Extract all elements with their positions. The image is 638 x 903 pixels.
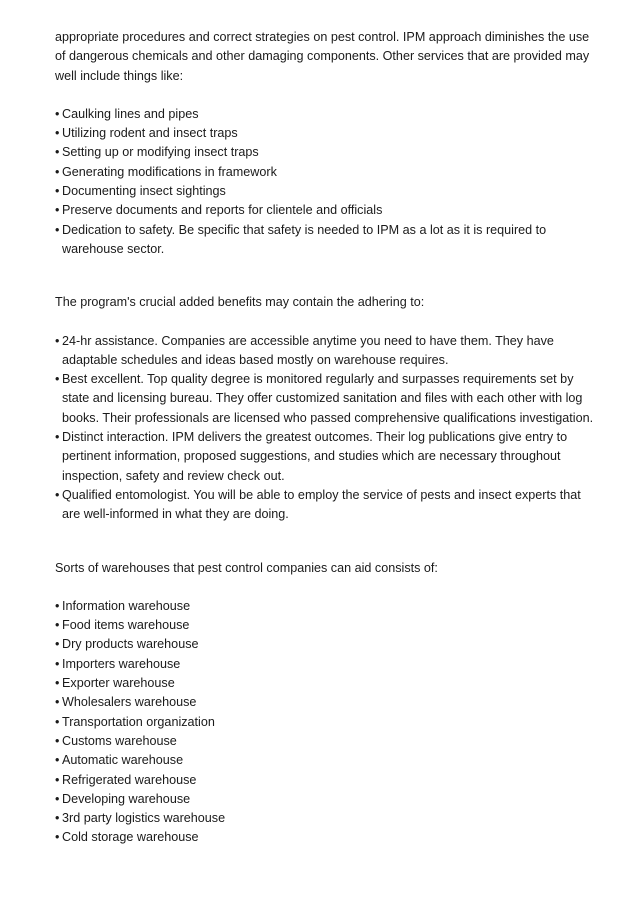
list-item-text: Information warehouse [62, 598, 191, 613]
benefits-heading: The program's crucial added benefits may contain the adhering to: [55, 295, 425, 310]
spacer [55, 86, 595, 105]
list-item-text: Automatic warehouse [62, 753, 184, 768]
list-item-text: Importers warehouse [62, 656, 181, 671]
spacer [55, 313, 595, 332]
list-item-text: Setting up or modifying insect traps [62, 145, 259, 160]
list-item-text: Food items warehouse [62, 618, 190, 633]
list-item [55, 124, 595, 143]
list-item [55, 674, 595, 693]
list-item [55, 809, 595, 828]
bullet: • [55, 430, 60, 445]
list-item-text: Qualified entomologist. You will be able to employ the service of pests and insect experts that are well-informed in what they are doing. [62, 487, 581, 522]
bullet: • [55, 656, 60, 671]
list-item [55, 332, 595, 371]
bullet: • [55, 811, 60, 826]
document-page [55, 28, 595, 848]
list-item-text: Caulking lines and pipes [62, 106, 199, 121]
bullet: • [55, 637, 60, 652]
list-item [55, 182, 595, 201]
spacer [55, 525, 595, 559]
list-item-text: Utilizing rodent and insect traps [62, 126, 238, 141]
list-item [55, 428, 595, 486]
list-item-text: Developing warehouse [62, 791, 191, 806]
list-item [55, 751, 595, 770]
list-item-text: Distinct interaction. IPM delivers the greatest outcomes. Their log publications give entry to pertinent information, proposed suggestions, and studies which are necessary throughout inspection, safety and review check out. [62, 430, 568, 483]
spacer [55, 259, 595, 293]
list-item [55, 163, 595, 182]
bullet: • [55, 830, 60, 845]
list-item [55, 693, 595, 712]
list-item [55, 221, 595, 260]
list-item-text: Dedication to safety. Be specific that safety is needed to IPM as a lot as it is required to warehouse sector. [62, 222, 547, 256]
list-item-text: Transportation organization [62, 714, 215, 729]
list-item-text: Cold storage warehouse [62, 830, 199, 845]
list-item-text: Refrigerated warehouse [62, 772, 197, 787]
warehouses-list [55, 597, 595, 848]
bullet: • [55, 184, 60, 199]
list-item [55, 370, 595, 428]
list-item [55, 655, 595, 674]
list-item [55, 635, 595, 654]
list-item [55, 828, 595, 847]
bullet: • [55, 106, 60, 121]
bullet: • [55, 222, 60, 237]
list-item-text: Customs warehouse [62, 733, 177, 748]
list-item [55, 713, 595, 732]
list-item [55, 616, 595, 635]
bullet: • [55, 618, 60, 633]
bullet: • [55, 164, 60, 179]
list-item [55, 486, 595, 525]
bullet: • [55, 676, 60, 691]
benefits-list [55, 332, 595, 525]
bullet: • [55, 126, 60, 141]
list-item-text: Wholesalers warehouse [62, 695, 197, 710]
spacer [55, 578, 595, 597]
bullet: • [55, 333, 60, 348]
list-item-text: 3rd party logistics warehouse [62, 811, 226, 826]
warehouses-heading: Sorts of warehouses that pest control companies can aid consists of: [55, 560, 438, 575]
bullet: • [55, 372, 60, 387]
list-item [55, 771, 595, 790]
list-item [55, 143, 595, 162]
bullet: • [55, 733, 60, 748]
bullet: • [55, 145, 60, 160]
services-list [55, 105, 595, 259]
list-item-text: Exporter warehouse [62, 676, 175, 691]
list-item-text: Best excellent. Top quality degree is monitored regularly and surpasses requirements set by state and licensing bureau. They offer customized sanitation and files with each other with log books. Their professionals are licensed who passed comprehensive qualifications investigation. [62, 372, 594, 425]
bullet: • [55, 753, 60, 768]
bullet: • [55, 598, 60, 613]
list-item [55, 105, 595, 124]
list-item [55, 790, 595, 809]
bullet: • [55, 695, 60, 710]
list-item-text: Preserve documents and reports for clientele and officials [62, 203, 383, 218]
bullet: • [55, 772, 60, 787]
list-item [55, 597, 595, 616]
list-item-text: Dry products warehouse [62, 637, 199, 652]
bullet: • [55, 203, 60, 218]
list-item-text: Documenting insect sightings [62, 184, 226, 199]
intro-paragraph: appropriate procedures and correct strategies on pest control. IPM approach diminishes the use of dangerous chemicals and other damaging components. Other services that are provided may well include things like: [55, 30, 590, 83]
list-item-text: 24-hr assistance. Companies are accessible anytime you need to have them. They have adaptable schedules and ideas based mostly on warehouse requires. [62, 333, 554, 367]
bullet: • [55, 714, 60, 729]
list-item [55, 201, 595, 220]
list-item [55, 732, 595, 751]
bullet: • [55, 791, 60, 806]
list-item-text: Generating modifications in framework [62, 164, 277, 179]
bullet: • [55, 487, 60, 502]
